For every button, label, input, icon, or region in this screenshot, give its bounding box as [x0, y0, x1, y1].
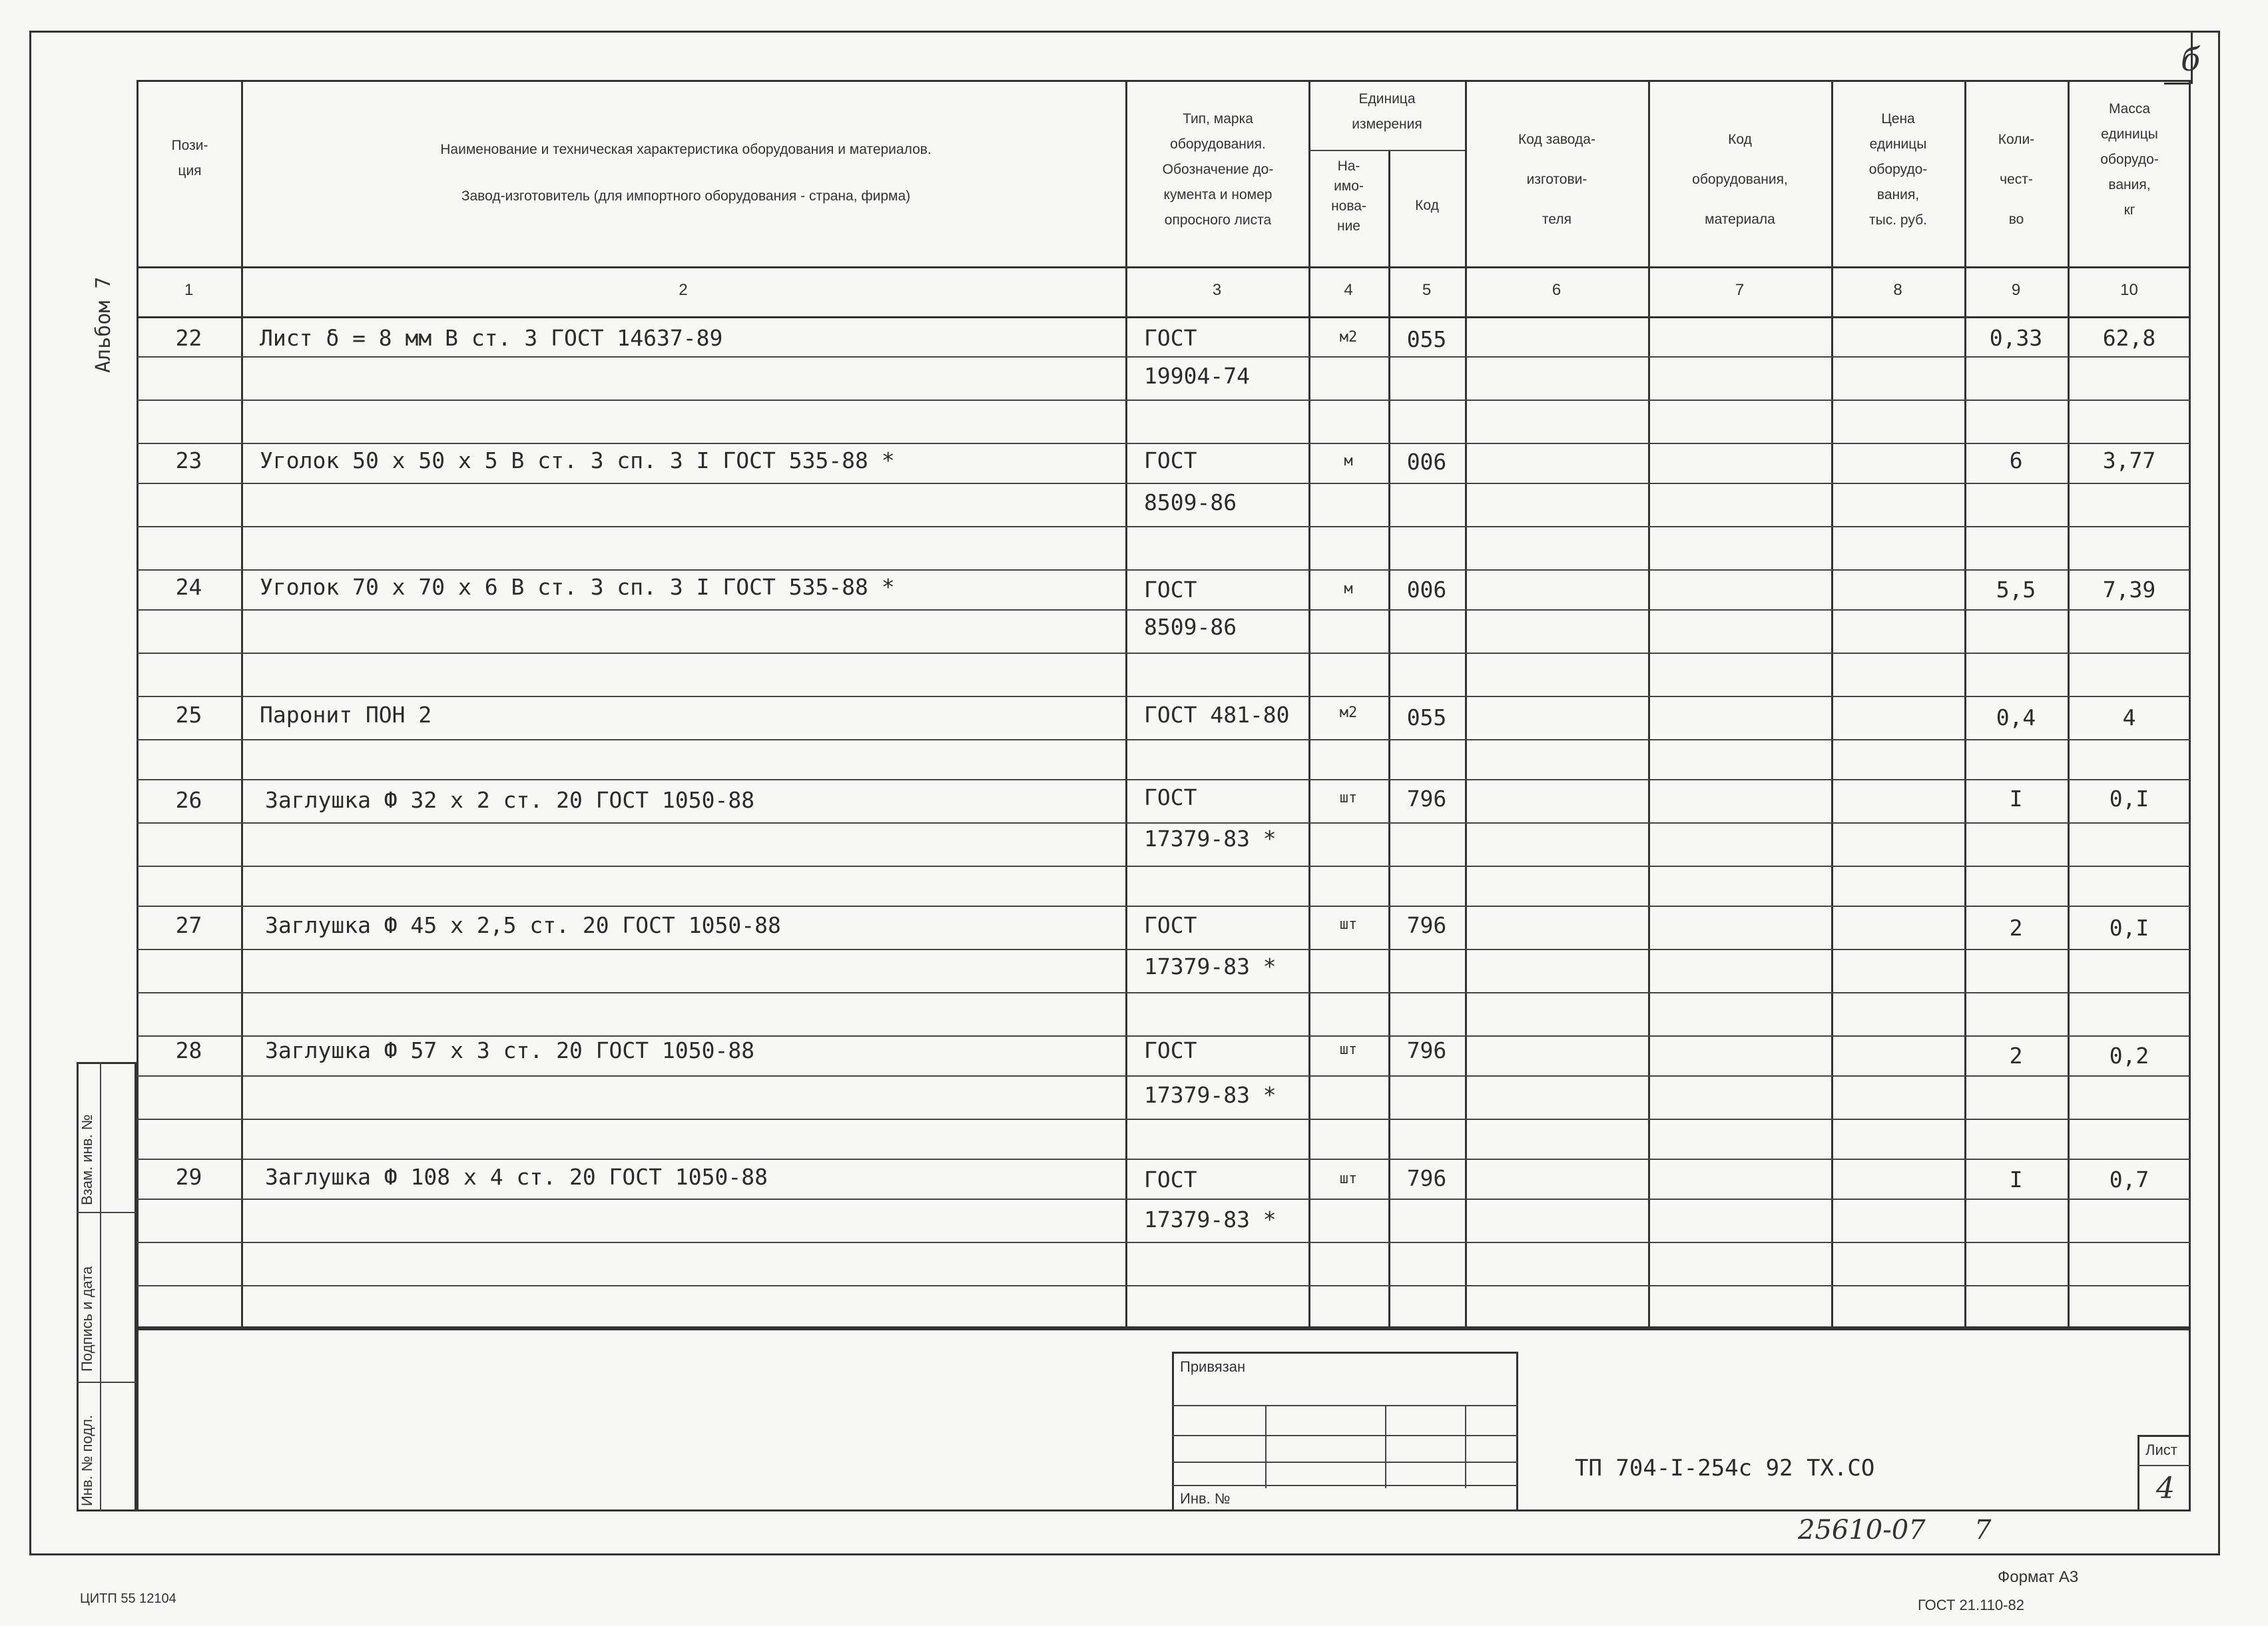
header-col4: На- имо- нова- ние — [1331, 158, 1366, 234]
row-pos: 28 — [175, 1037, 202, 1063]
footer-doc-suffix: 7 — [1974, 1515, 1992, 1545]
header-col45: Единица измерения — [1352, 91, 1422, 132]
row-name: Заглушка Ф 45 х 2,5 ст. 20 ГОСТ 1050-88 — [265, 912, 781, 938]
row-line — [137, 949, 2191, 950]
row-code: 796 — [1406, 1165, 1447, 1191]
row-code: 796 — [1406, 912, 1447, 938]
row-doc: 19904-74 — [1144, 363, 1250, 389]
row-qty: I — [2009, 786, 2023, 812]
binding-strip-line — [77, 1382, 137, 1383]
row-unit: шт — [1339, 916, 1358, 933]
row-doc: 8509-86 — [1144, 614, 1237, 640]
row-mass: 0,I — [2109, 915, 2149, 941]
row-line — [137, 1075, 2191, 1077]
row-line — [137, 400, 2191, 401]
document-designation: ТП 704-I-254с 92 ТХ.СО — [1575, 1455, 1875, 1482]
row-unit: шт — [1339, 1171, 1358, 1187]
row-doc: 8509-86 — [1144, 489, 1237, 515]
vzam-inv-label: Взам. инв. № — [79, 1114, 95, 1205]
colnum-bottom-line — [137, 316, 2191, 318]
row-line — [137, 526, 2191, 527]
row-name: Заглушка Ф 57 х 3 ст. 20 ГОСТ 1050-88 — [265, 1037, 755, 1063]
privyazan-line — [1172, 1435, 1518, 1436]
row-qty: 5,5 — [1996, 577, 2036, 603]
sheet-box-line — [2137, 1465, 2191, 1466]
header-col8: Цена единицы оборудо- вания, тыс. руб. — [1868, 111, 1928, 228]
row-unit: м — [1344, 453, 1353, 469]
row-line — [137, 739, 2191, 740]
row-line — [137, 906, 2191, 907]
row-line — [137, 779, 2191, 780]
row-mass: 7,39 — [2102, 577, 2156, 603]
corner-mark: б — [2181, 41, 2201, 79]
colnum-7: 7 — [1735, 281, 1745, 299]
colnum-5: 5 — [1422, 281, 1432, 299]
row-code: 796 — [1406, 786, 1447, 812]
row-unit: м2 — [1339, 329, 1358, 346]
row-doc: ГОСТ — [1144, 912, 1197, 938]
row-mass: 4 — [2122, 704, 2136, 730]
footer-left-code: ЦИТП 55 12104 — [80, 1591, 176, 1606]
header-col9: Коли- чест- во — [1998, 132, 2035, 227]
row-doc: ГОСТ — [1144, 447, 1197, 473]
row-mass: 0,7 — [2109, 1167, 2149, 1193]
row-pos: 23 — [175, 447, 202, 473]
row-qty: 0,33 — [1989, 325, 2043, 351]
row-line — [137, 569, 2191, 571]
row-doc: ГОСТ — [1144, 325, 1197, 351]
row-pos: 26 — [175, 787, 202, 813]
row-line — [137, 1035, 2191, 1037]
row-pos: 24 — [175, 574, 202, 600]
row-line — [137, 1285, 2191, 1286]
row-unit: шт — [1339, 790, 1358, 806]
colnum-10: 10 — [2120, 281, 2138, 299]
row-mass: 62,8 — [2102, 325, 2156, 351]
row-mass: 0,I — [2109, 786, 2149, 812]
privyazan-col — [1465, 1405, 1466, 1488]
header-col7: Код оборудования, материала — [1692, 132, 1788, 227]
row-unit: м — [1344, 581, 1353, 597]
privyazan-line — [1172, 1485, 1518, 1486]
row-doc: ГОСТ — [1144, 1037, 1197, 1063]
footer-format: Формат А3 — [1998, 1568, 2079, 1586]
row-doc: 17379-83 * — [1144, 826, 1276, 852]
privyazan-box — [1172, 1352, 1518, 1511]
row-unit: м2 — [1339, 704, 1358, 721]
header-col2: Наименование и техническая характеристика оборудования и материалов. Завод-изготовитель (для импортного оборудования - страна, фирма) — [440, 142, 932, 204]
row-code: 006 — [1406, 577, 1447, 603]
row-name: Паронит ПОН 2 — [260, 702, 432, 728]
row-line — [137, 1119, 2191, 1120]
privyazan-col — [1265, 1405, 1267, 1488]
row-doc: 17379-83 * — [1144, 953, 1276, 979]
header-col3: Тип, марка оборудования. Обозначение до- кумента и номер опросного листа — [1162, 111, 1274, 228]
row-pos: 25 — [175, 702, 202, 728]
privyazan-label: Привязан — [1180, 1358, 1246, 1375]
row-line — [137, 696, 2191, 697]
row-name: Уголок 70 х 70 х 6 В ст. 3 сп. 3 I ГОСТ 535-88 * — [260, 574, 895, 600]
row-line — [137, 992, 2191, 993]
binding-strip-line — [77, 1212, 137, 1213]
row-mass: 0,2 — [2109, 1043, 2149, 1069]
colnum-6: 6 — [1552, 281, 1561, 299]
row-name: Заглушка Ф 32 х 2 ст. 20 ГОСТ 1050-88 — [265, 787, 755, 813]
row-line — [137, 1199, 2191, 1200]
colnum-4: 4 — [1344, 281, 1353, 299]
row-doc: ГОСТ — [1144, 784, 1197, 810]
row-mass: 3,77 — [2102, 447, 2156, 473]
row-qty: 2 — [2009, 915, 2023, 941]
row-qty: 2 — [2009, 1043, 2023, 1069]
album-label: Альбом 7 — [92, 276, 115, 373]
row-line — [137, 822, 2191, 824]
title-block-frame — [137, 1328, 2191, 1511]
colnum-8: 8 — [1893, 281, 1902, 299]
row-name: Заглушка Ф 108 х 4 ст. 20 ГОСТ 1050-88 — [265, 1164, 768, 1190]
row-line — [137, 866, 2191, 867]
sheet-number: 4 — [2156, 1472, 2175, 1505]
header-bottom-line — [137, 266, 2191, 268]
inv-podl-label: Инв. № подл. — [79, 1414, 95, 1506]
row-doc: ГОСТ 481-80 — [1144, 702, 1290, 728]
privyazan-col — [1385, 1405, 1386, 1488]
row-pos: 29 — [175, 1164, 202, 1190]
row-code: 055 — [1406, 326, 1447, 352]
header-col1: Пози- ция — [171, 138, 208, 178]
podpis-label: Подпись и дата — [79, 1266, 95, 1372]
row-line — [137, 483, 2191, 484]
row-name: Уголок 50 х 50 х 5 В ст. 3 сп. 3 I ГОСТ 535-88 * — [260, 447, 895, 473]
colnum-3: 3 — [1212, 281, 1222, 299]
colnum-1: 1 — [184, 281, 194, 299]
row-unit: шт — [1339, 1041, 1358, 1058]
header-col5: Код — [1415, 198, 1439, 213]
row-line — [137, 1159, 2191, 1160]
row-code: 055 — [1406, 704, 1447, 730]
row-name: Лист δ = 8 мм В ст. 3 ГОСТ 14637-89 — [260, 325, 723, 351]
colnum-9: 9 — [2011, 281, 2021, 299]
unit-subheader-line — [1308, 150, 1465, 151]
row-code: 006 — [1406, 449, 1447, 475]
row-doc: 17379-83 * — [1144, 1082, 1276, 1108]
row-pos: 22 — [175, 325, 202, 351]
binding-strip-divider — [100, 1062, 101, 1511]
privyazan-line — [1172, 1462, 1518, 1463]
privyazan-line — [1172, 1405, 1518, 1406]
row-line — [137, 653, 2191, 654]
row-line — [137, 609, 2191, 611]
row-line — [137, 356, 2191, 358]
colnum-2: 2 — [679, 281, 688, 299]
row-qty: I — [2009, 1167, 2023, 1193]
inv-no-label: Инв. № — [1180, 1490, 1231, 1507]
footer-doc-number: 25610-07 — [1798, 1515, 1926, 1545]
row-doc: ГОСТ — [1144, 577, 1197, 603]
row-doc: ГОСТ — [1144, 1167, 1197, 1193]
row-line — [137, 1242, 2191, 1243]
row-qty: 6 — [2009, 447, 2023, 473]
header-col10: Масса единицы оборудо- вания, кг — [2100, 101, 2159, 218]
header-col6: Код завода- изготови- теля — [1518, 132, 1595, 227]
row-doc: 17379-83 * — [1144, 1207, 1276, 1232]
row-qty: 0,4 — [1996, 704, 2036, 730]
footer-gost: ГОСТ 21.110-82 — [1918, 1597, 2024, 1613]
sheet-label: Лист — [2145, 1442, 2177, 1458]
row-pos: 27 — [175, 912, 202, 938]
row-line — [137, 443, 2191, 444]
row-code: 796 — [1406, 1037, 1447, 1063]
